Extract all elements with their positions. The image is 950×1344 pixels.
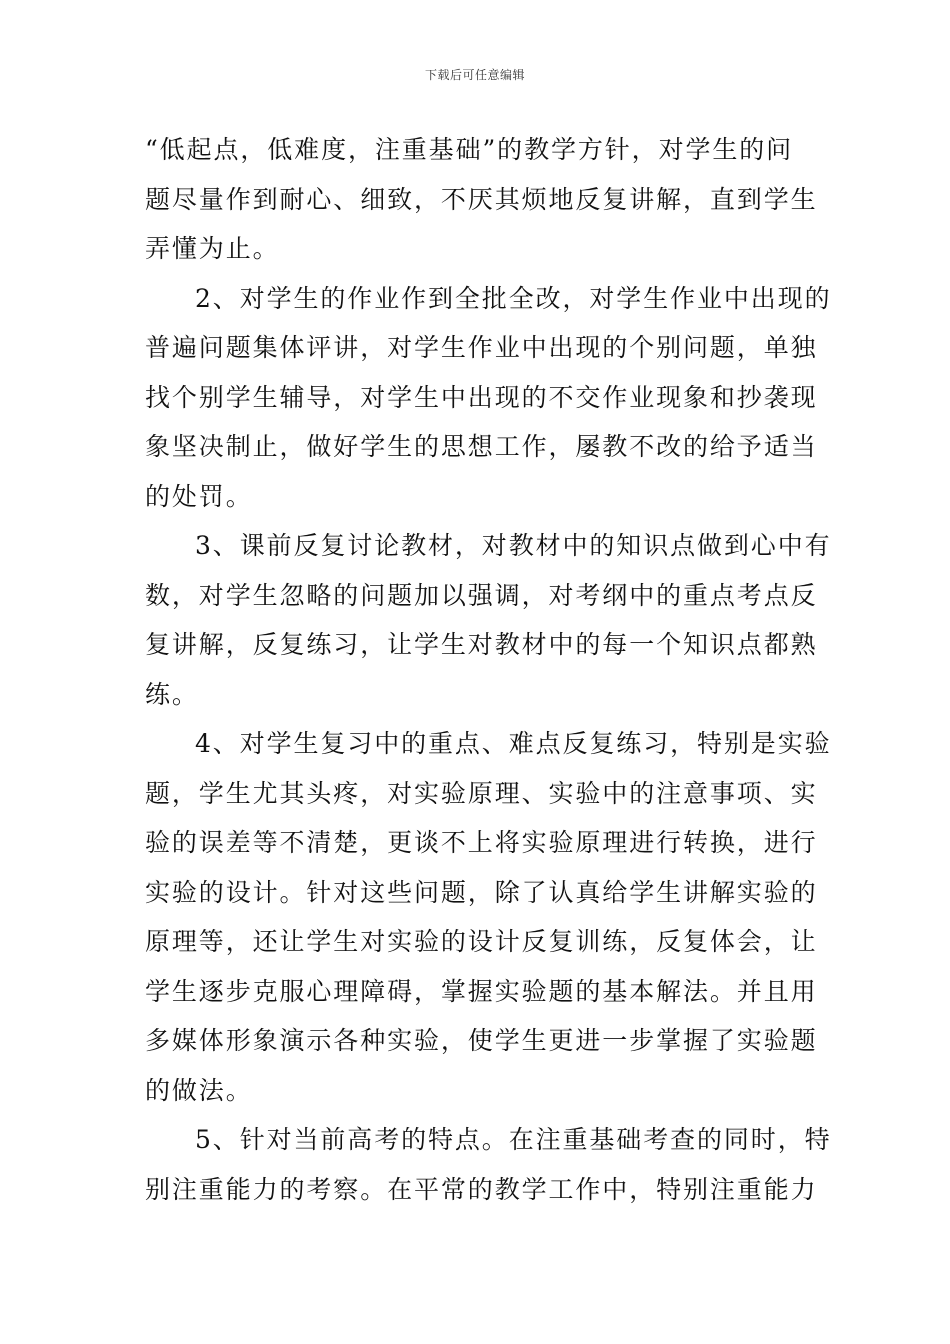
text-line: 学生逐步克服心理障碍，掌握实验题的基本解法。并且用 [145, 976, 818, 1006]
text-line: 数，对学生忽略的问题加以强调，对考纲中的重点考点反 [145, 580, 818, 610]
text-line: 象坚决制止，做好学生的思想工作，屡教不改的给予适当 [145, 432, 818, 461]
text-line: 找个别学生辅导，对学生中出现的不交作业现象和抄袭现 [145, 382, 818, 412]
text-line: 4、对学生复习中的重点、难点反复练习，特别是实验 [195, 729, 832, 758]
text-line: 别注重能力的考察。在平常的教学工作中，特别注重能力 [145, 1174, 818, 1204]
text-line: 3、课前反复讨论教材，对教材中的知识点做到心中有 [195, 531, 832, 560]
text-line: 练。 [145, 679, 199, 709]
text-line: 弄懂为止。 [145, 234, 280, 263]
text-line: 普遍问题集体评讲，对学生作业中出现的个别问题，单独 [145, 333, 818, 362]
text-line: 2、对学生的作业作到全批全改，对学生作业中出现的 [195, 283, 832, 313]
text-line: 题尽量作到耐心、细致，不厌其烦地反复讲解，直到学生 [145, 184, 818, 214]
text-line: 的做法。 [145, 1075, 253, 1105]
text-line: 多媒体形象演示各种实验，使学生更进一步掌握了实验题 [145, 1026, 818, 1055]
text-line: 验的误差等不清楚，更谈不上将实验原理进行转换，进行 [145, 828, 818, 857]
text-line: 原理等，还让学生对实验的设计反复训练，反复体会，让 [145, 927, 818, 956]
text-line: 复讲解，反复练习，让学生对教材中的每一个知识点都熟 [145, 630, 818, 659]
document-body [145, 125, 832, 1214]
text-line: 5、针对当前高考的特点。在注重基础考查的同时，特 [195, 1125, 832, 1154]
text-line: 实验的设计。针对这些问题，除了认真给学生讲解实验的 [145, 877, 818, 907]
page-header: 下载后可任意编辑 [424, 68, 525, 82]
text-line: 题，学生尤其头疼，对实验原理、实验中的注意事项、实 [145, 778, 818, 808]
text-line: “低起点，低难度，注重基础”的教学方针，对学生的问 [145, 135, 794, 164]
text-line: 的处罚。 [145, 481, 253, 511]
